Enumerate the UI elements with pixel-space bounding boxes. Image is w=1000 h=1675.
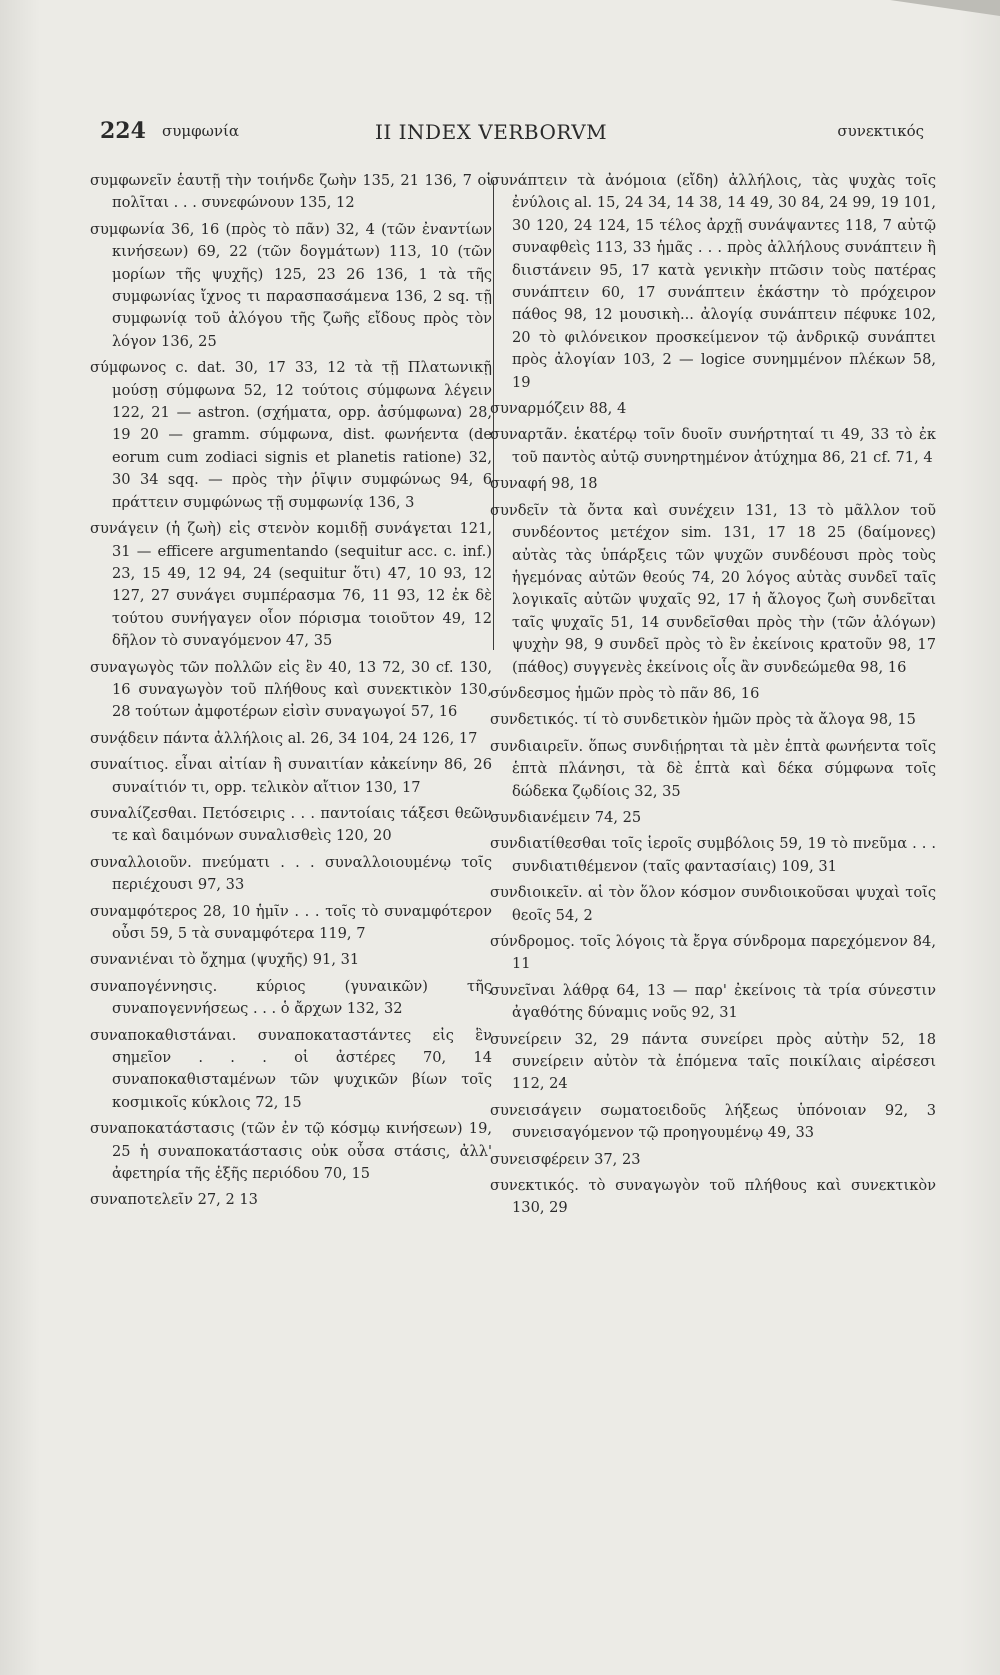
index-entry: συνεῖναι λάθρᾳ 64, 13 — παρ' ἐκείνοις τὰ τρία σύνεστιν ἀγαθότης δύναμις νοῦς 92, 31: [490, 981, 936, 1022]
index-entry: συνδετικός. τί τὸ συνδετικὸν ἡμῶν πρὸς τὰ ἄλογα 98, 15: [490, 711, 916, 729]
index-entry: σύνδρομος. τοῖς λόγοις τὰ ἔργα σύνδρομα παρεχόμενον 84, 11: [490, 933, 936, 973]
page-corner: [890, 0, 1000, 16]
page-number: 224: [100, 118, 146, 144]
index-entry: συναποτελεῖν 27, 2 13: [90, 1191, 258, 1209]
header-last-keyword: συνεκτικός: [837, 122, 924, 140]
header-title: II INDEX VERBORVM: [375, 120, 608, 144]
index-entry: συνδεῖν τὰ ὄντα καὶ συνέχειν 131, 13 τὸ μᾶλλον τοῦ συνδέοντος μετέχον sim. 131, 17 18 25 (δαίμονες) αὐτὰς τὰς ὑπάρξεις τῶν ψυχῶν συνδέουσι πρὸς τοὺς ἡγεμόνας αὐτῶν θεούς 74, 20 λόγος αὐτὰς συνδεῖ ταῖς λογικαῖς αὐτῶν ψυχαῖς 92, 17 ἡ ἄλογος ζωὴ συνδεῖται ταῖς ψυχαῖς 51, 14 συνδεῖσθαι πρὸς τὴν (τῶν ἀλόγων) ψυχὴν 98, 9 συνδεῖ πρὸς τὸ ἓν ἐκείνοις κρατοῦν 98, 17 (πάθος) συγγενὲς ἐκείνοις οἷς ἂν συνδεώμεθα 98, 16: [490, 501, 936, 676]
index-entry: συναποκατάστασις (τῶν ἐν τῷ κόσμῳ κινήσεων) 19, 25 ἡ συναποκατάστασις οὐκ οὖσα στάσις, ἀλλ' ἀφετηρία τῆς ἑξῆς περιόδου 70, 15: [90, 1120, 492, 1183]
index-entry: σύνδεσμος ἡμῶν πρὸς τὸ πᾶν 86, 16: [490, 684, 760, 702]
index-entry: συναγωγὸς τῶν πολλῶν εἰς ἓν 40, 13 72, 30 cf. 130, 16 συναγωγὸν τοῦ πλήθους καὶ συνεκτικὸν 130, 28 τούτων ἀμφοτέρων εἰσὶν συναγωγοί 57, 16: [90, 658, 492, 721]
index-entry: συνδιοικεῖν. αἱ τὸν ὅλον κόσμον συνδιοικοῦσαι ψυχαὶ τοῖς θεοῖς 54, 2: [490, 884, 936, 924]
index-entry: συνανιέναι τὸ ὄχημα (ψυχῆς) 91, 31: [90, 951, 360, 969]
index-entry: συναρμόζειν 88, 4: [490, 400, 627, 418]
index-entry: συμφωνία 36, 16 (πρὸς τὸ πᾶν) 32, 4 (τῶν ἐναντίων κινήσεων) 69, 22 (τῶν δογμάτων) 113, 10 (τῶν μορίων τῆς ψυχῆς) 125, 23 26 136, 1 τὰ τῆς συμφωνίας ἴχνος τι παρασπασάμενα 136, 2 sq. τῇ συμφωνίᾳ τοῦ ἀλόγου τῆς ζωῆς εἴδους πρὸς τὸν λόγον 136, 25: [90, 220, 492, 350]
index-entry: συνᾴδειν πάντα ἀλλήλοις al. 26, 34 104, 24 126, 17: [90, 729, 478, 747]
index-entry: συναπογέννησις. κύριος (γυναικῶν) τῆς συναπογεννήσεως . . . ὁ ἄρχων 132, 32: [90, 977, 492, 1018]
index-entry: συνάπτειν τὰ ἀνόμοια (εἴδη) ἀλλήλοις, τὰς ψυχὰς τοῖς ἐνύλοις al. 15, 24 34, 14 38, 14 49, 30 84, 24 99, 19 101, 30 120, 24 124, 15 τέλος ἀρχῇ συνάψαντες 118, 7 αὐτῷ συναφθεὶς 113, 33 ἡμᾶς . . . πρὸς ἀλλήλους συνάπτειν ἢ διιστάνειν 95, 17 κατὰ γενικὴν πτῶσιν τοὺς πατέρας συνάπτειν 60, 17 συνάπτειν ἑκάστην τὸ πρόχειρον πάθος 98, 12 μουσικὴ... ἀλογίᾳ συνάπτειν πέφυκε 102, 20 τὸ φιλόνεικον προσκείμενον τῷ ἀνδρικῷ συνάπτει πρὸς ἀλογίαν 103, 2 — logice συνημμένον πλέκων 58, 19: [490, 172, 936, 391]
index-entry: συναποκαθιστάναι. συναποκαταστάντες εἰς ἓν σημεῖον . . . οἱ ἀστέρες 70, 14 συναποκαθισταμένων τῶν ψυχικῶν βίων τοῖς κοσμικοῖς κύκλοις 72, 15: [90, 1026, 492, 1111]
index-entry: συνεισφέρειν 37, 23: [490, 1150, 641, 1168]
index-entry: συναρτᾶν. ἑκατέρῳ τοῖν δυοῖν συνήρτηταί τι 49, 33 τὸ ἐκ τοῦ παντὸς αὐτῷ συνηρτημένον ἀτύχημα 86, 21 cf. 71, 4: [490, 426, 936, 466]
index-entry: συναίτιος. εἶναι αἰτίαν ἢ συναιτίαν κἀκείνην 86, 26 συναίτιόν τι, opp. τελικὸν αἴτιον 130, 17: [90, 756, 492, 796]
left-column: [90, 170, 492, 1510]
running-header: [100, 118, 960, 152]
index-entry: συνείρειν 32, 29 πάντα συνείρει πρὸς αὐτὴν 52, 18 συνείρειν αὐτὸν τὰ ἑπόμενα ταῖς ποικίλαις αἱρέσεσι 112, 24: [490, 1030, 936, 1093]
header-first-keyword: συμφωνία: [162, 122, 239, 140]
right-column: [490, 170, 936, 1510]
index-entry: συνεκτικός. τὸ συναγωγὸν τοῦ πλήθους καὶ συνεκτικὸν 130, 29: [490, 1177, 936, 1217]
index-entry: συμφωνεῖν ἑαυτῇ τὴν τοιήνδε ζωὴν 135, 21 136, 7 οἱ πολῖται . . . συνεφώνουν 135, 12: [90, 172, 492, 212]
index-entry: συναλλοιοῦν. πνεύματι . . . συναλλοιουμένῳ τοῖς περιέχουσι 97, 33: [90, 853, 492, 894]
index-entry: σύμφωνος c. dat. 30, 17 33, 12 τὰ τῇ Πλατωνικῇ μούσῃ σύμφωνα 52, 12 τούτοις σύμφωνα λέγειν 122, 21 — astron. (σχήματα, opp. ἀσύμφωνα) 28, 19 20 — gramm. σύμφωνα, dist. φωνήεντα (de eorum cum zodiaci signis et planetis ratione) 32, 30 34 sqq. — πρὸς τὴν ῥῖψιν συμφώνως 94, 6 πράττειν συμφώνως τῇ συμφωνίᾳ 136, 3: [90, 359, 492, 511]
index-entry: συναφή 98, 18: [490, 475, 598, 493]
index-entry: συναμφότερος 28, 10 ἡμῖν . . . τοῖς τὸ συναμφότερον οὖσι 59, 5 τὰ συναμφότερα 119, 7: [90, 902, 492, 942]
index-entry: συνδιατίθεσθαι τοῖς ἱεροῖς συμβόλοις 59, 19 τὸ πνεῦμα . . . συνδιατιθέμενον (ταῖς φαντασίαις) 109, 31: [490, 835, 936, 875]
index-entry: συνεισάγειν σωματοειδοῦς λήξεως ὑπόνοιαν 92, 3 συνεισαγόμενον τῷ προηγουμένῳ 49, 33: [490, 1101, 936, 1142]
index-entry: συνάγειν (ἡ ζωὴ) εἰς στενὸν κομιδῇ συνάγεται 121, 31 — efficere argumentando (sequitur acc. c. inf.) 23, 15 49, 12 94, 24 (sequitur ὅτι) 47, 10 93, 12 127, 27 συνάγει συμπέρασμα 76, 11 93, 12 ἐκ δὲ τούτου συνήγαγεν οἷον πόρισμα τοιοῦτον 49, 12 δῆλον τὸ συναγόμενον 47, 35: [90, 520, 492, 650]
index-entry: συναλίζεσθαι. Πετόσειρις . . . παντοίαις τάξεσι θεῶν τε καὶ δαιμόνων συναλισθεὶς 120, 20: [90, 804, 492, 845]
index-entry: συνδιαιρεῖν. ὅπως συνδιῄρηται τὰ μὲν ἑπτὰ φωνήεντα τοῖς ἑπτὰ πλάνησι, τὰ δὲ ἑπτὰ καὶ δέκα σύμφωνα τοῖς δώδεκα ζῳδίοις 32, 35: [490, 737, 936, 800]
index-entry: συνδιανέμειν 74, 25: [490, 808, 642, 826]
